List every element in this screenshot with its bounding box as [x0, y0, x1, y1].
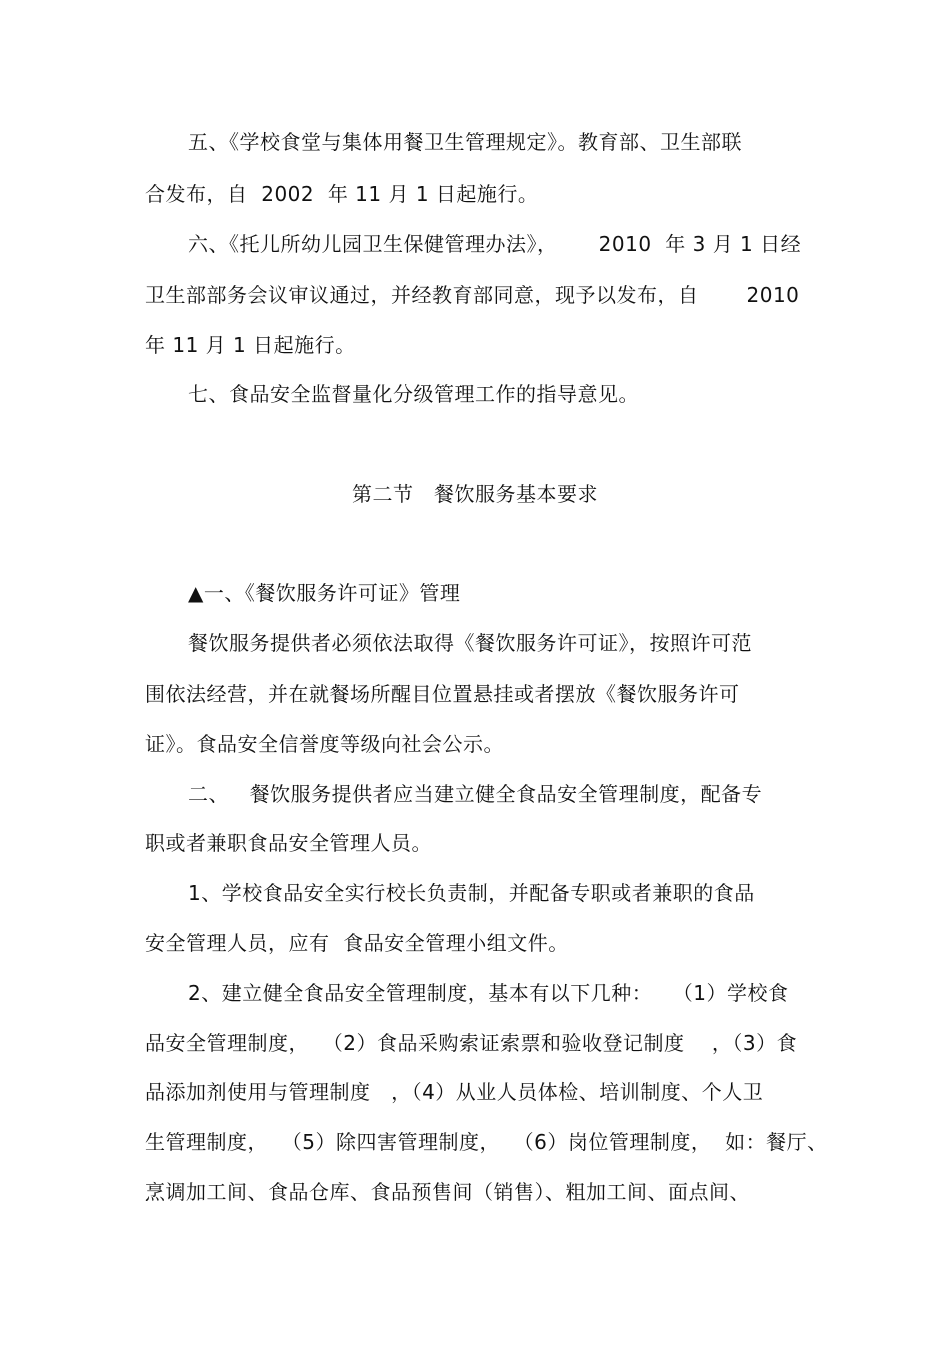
paragraph-line: 证》。食品安全信誉度等级向社会公示。 [145, 732, 504, 756]
subsection-heading: ▲一、《餐饮服务许可证》管理 [188, 581, 461, 605]
paragraph-line: 品安全管理制度， （2）食品采购索证索票和验收登记制度 ，（3）食 [145, 1031, 798, 1055]
paragraph-line: 七、食品安全监督量化分级管理工作的指导意见。 [188, 382, 639, 406]
paragraph-line: 年 11 月 1 日起施行。 [145, 333, 356, 357]
paragraph-line: 合发布，自 2002 年 11 月 1 日起施行。 [145, 182, 539, 206]
paragraph-line: 围依法经营，并在就餐场所醒目位置悬挂或者摆放《餐饮服务许可 [145, 682, 740, 706]
paragraph-line: 五、《学校食堂与集体用餐卫生管理规定》。教育部、卫生部联 [188, 130, 742, 154]
paragraph-line: 职或者兼职食品安全管理人员。 [145, 831, 432, 855]
paragraph-line: 卫生部部务会议审议通过，并经教育部同意，现予以发布，自 2010 [145, 283, 800, 307]
paragraph-line: 品添加剂使用与管理制度 ，（4）从业人员体检、培训制度、个人卫 [145, 1080, 764, 1104]
paragraph-line: 安全管理人员，应有 食品安全管理小组文件。 [145, 931, 569, 955]
paragraph-line: 1、学校食品安全实行校长负责制，并配备专职或者兼职的食品 [188, 881, 755, 905]
paragraph-line: 烹调加工间、食品仓库、食品预售间（销售）、粗加工间、面点间、 [145, 1180, 750, 1204]
section-heading: 第二节 餐饮服务基本要求 [351, 482, 599, 506]
paragraph-line: 2、建立健全食品安全管理制度，基本有以下几种： （1）学校食 [188, 981, 789, 1005]
paragraph-line: 六、《托儿所幼儿园卫生保健管理办法》， 2010 年 3 月 1 日经 [188, 232, 802, 256]
paragraph-line: 餐饮服务提供者必须依法取得《餐饮服务许可证》，按照许可范 [188, 631, 752, 655]
paragraph-line: 生管理制度， （5）除四害管理制度， （6）岗位管理制度， 如：餐厅、 [145, 1130, 828, 1154]
paragraph-line: 二、 餐饮服务提供者应当建立健全食品安全管理制度，配备专 [188, 782, 763, 806]
